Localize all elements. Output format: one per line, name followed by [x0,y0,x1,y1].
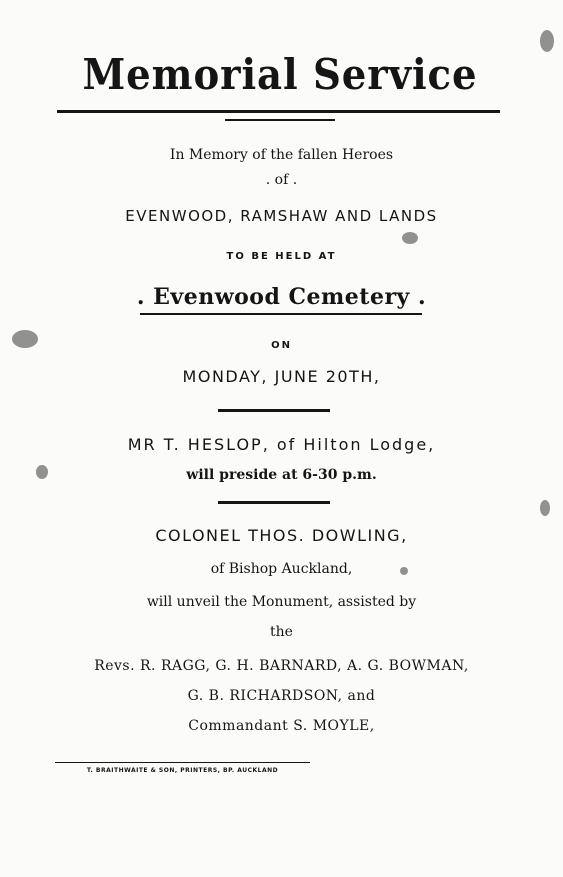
title-underline-thin [225,119,335,121]
clergy-line-2: G. B. RICHARDSON, and [187,688,376,704]
on-line: ON [271,340,292,351]
ink-speck [402,232,418,244]
ink-speck [540,500,550,516]
ink-speck [400,567,408,575]
venue-underline [140,313,422,315]
unveiler-place-line: of Bishop Auckland, [210,561,353,577]
divider-2 [218,501,330,504]
to-be-held-line: TO BE HELD AT [226,251,337,262]
ink-speck [540,30,554,52]
venue-line: . Evenwood Cemetery . [136,284,427,310]
date-line: MONDAY, JUNE 20TH, [182,367,381,386]
ink-speck [12,330,38,348]
clergy-line-1: Revs. R. RAGG, G. H. BARNARD, A. G. BOWMAN, [94,658,469,674]
divider-1 [218,409,330,412]
printer-rule [55,762,310,763]
the-line: the [270,624,293,640]
presider-line: MR T. HESLOP, of Hilton Lodge, [127,435,436,454]
places-line: EVENWOOD, RAMSHAW AND LANDS [125,207,438,225]
in-memory-line: In Memory of the fallen Heroes [169,147,394,163]
unveil-text-line: will unveil the Monument, assisted by [146,594,417,610]
leaflet-title: Memorial Service [82,50,478,99]
clergy-line-3: Commandant S. MOYLE, [188,718,375,734]
printer-imprint: T. BRAITHWAITE & SON, PRINTERS, BP. AUCKLAND [86,767,279,774]
unveiler-line: COLONEL THOS. DOWLING, [155,526,408,545]
ink-speck [36,465,48,479]
of-line: . of . [265,172,298,188]
title-underline-thick [57,110,500,113]
preside-time-line: will preside at 6-30 p.m. [186,467,377,483]
